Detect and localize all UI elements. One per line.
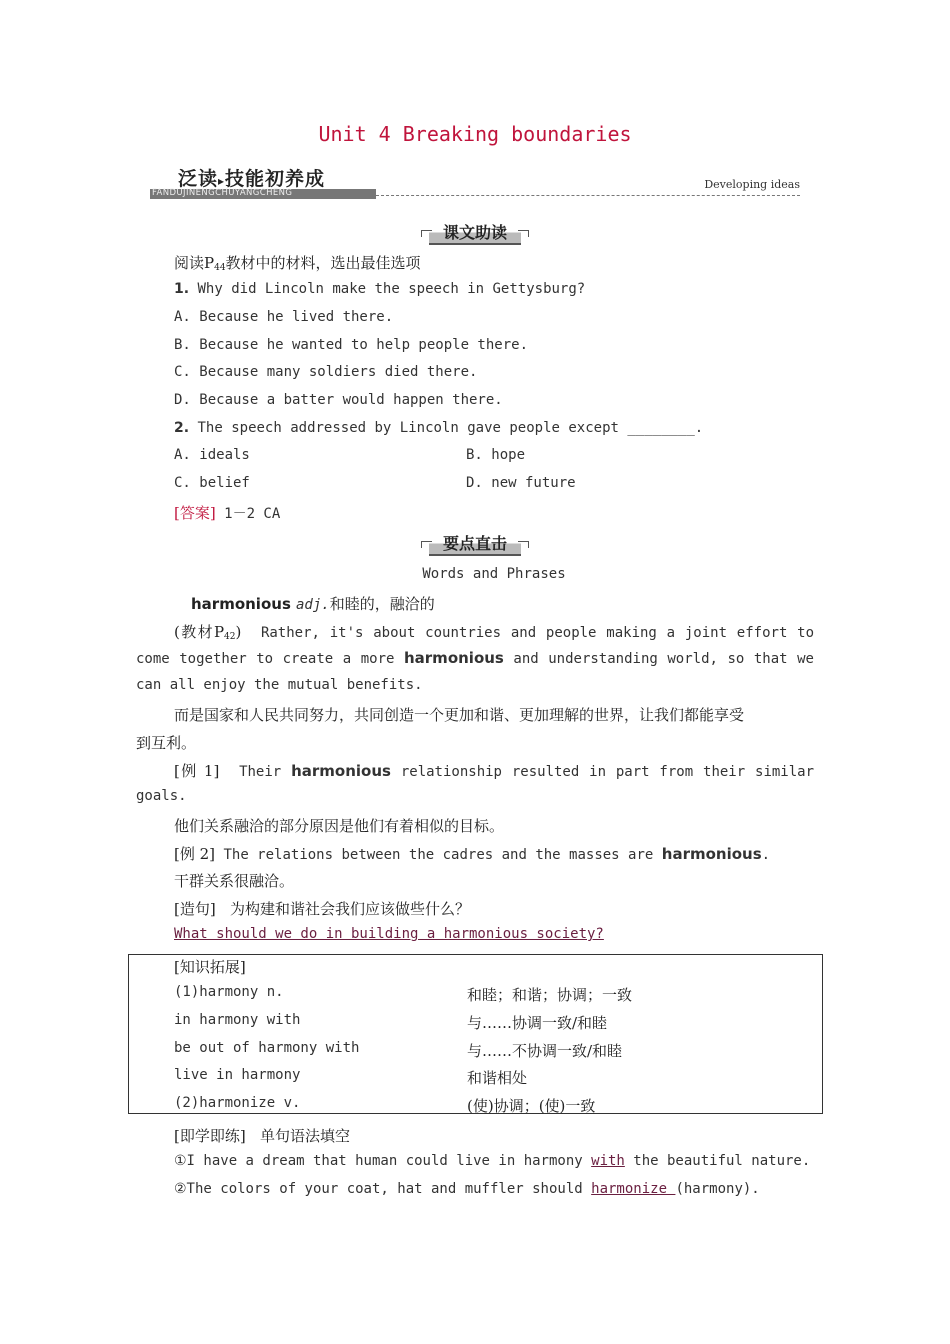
- box-row-5-en: (2)harmonize v.: [174, 1095, 301, 1111]
- textbook-translation-line2: 到互利。: [136, 734, 197, 752]
- knowledge-box-title: [知识拓展]: [174, 958, 246, 976]
- box-row-2-en: in harmony with: [174, 1012, 301, 1028]
- box-row-4-cn: 和谐相处: [467, 1069, 528, 1087]
- banner-arrow-icon: ▸: [218, 174, 226, 188]
- textbook-example-line1: (教材$P_{42}$) Rather, it's about countries and people making a joint effort to: [174, 623, 815, 642]
- instruction: 阅读$P_{44}$教材中的材料，选出最佳选项: [174, 254, 421, 273]
- q1-option-d: D. Because a batter would happen there.: [174, 392, 503, 408]
- q2-option-d: D. new future: [466, 475, 576, 491]
- knowledge-box: [128, 954, 823, 1114]
- box-row-2-cn: 与……协调一致/和睦: [467, 1014, 608, 1032]
- section-banner: [150, 162, 800, 202]
- box-row-3-en: be out of harmony with: [174, 1040, 360, 1056]
- example-1-line2: goals.: [136, 788, 187, 804]
- box-row-4-en: live in harmony: [174, 1067, 301, 1083]
- textbook-example-line3: can all enjoy the mutual benefits.: [136, 677, 423, 693]
- example-1-line1: [例 1] Their harmonious relationship resulted in part from their similar: [174, 762, 815, 780]
- word-entry: harmonious adj.和睦的，融洽的: [191, 595, 435, 613]
- make-sentence-answer: What should we do in building a harmonious society?: [174, 926, 604, 942]
- example-2-translation: 干群关系很融洽。: [174, 872, 295, 890]
- q1-option-b: B. Because he wanted to help people there.: [174, 337, 529, 353]
- question-2: 2. The speech addressed by Lincoln gave people except ________.: [174, 420, 704, 436]
- textbook-example-line2: come together to create a more harmonious and understanding world, so that we: [136, 649, 814, 667]
- q2-option-b: B. hope: [466, 447, 526, 463]
- banner-divider: [376, 195, 800, 196]
- q1-option-c: C. Because many soldiers died there.: [174, 364, 478, 380]
- section-tag-reading: 课文助读: [0, 220, 950, 245]
- banner-en: Developing ideas: [704, 178, 800, 191]
- banner-pinyin: FANDUJINENGCHUYANGCHENG: [152, 188, 293, 198]
- subtitle: Words and Phrases: [422, 566, 566, 582]
- box-row-5-cn: (使)协调；(使)一致: [467, 1097, 596, 1115]
- practice-sentence-2: ②The colors of your coat, hat and muffler should harmonize (harmony).: [174, 1181, 760, 1197]
- q2-option-a: A. ideals: [174, 447, 250, 463]
- section-tag-keypoints: 要点直击: [0, 531, 950, 556]
- banner-heading-sub: 技能初养成: [225, 168, 326, 190]
- example-2: [例 2] The relations between the cadres and the masses are harmonious.: [174, 845, 771, 863]
- make-sentence: [造句] 为构建和谐社会我们应该做些什么？: [174, 900, 471, 918]
- q2-option-c: C. belief: [174, 475, 250, 491]
- box-row-1-cn: 和睦；和谐；协调；一致: [467, 986, 633, 1004]
- example-1-translation: 他们关系融洽的部分原因是他们有着相似的目标。: [174, 817, 505, 835]
- box-row-3-cn: 与……不协调一致/和睦: [467, 1042, 623, 1060]
- banner-heading-main: 泛读: [178, 168, 219, 190]
- textbook-translation-line1: 而是国家和人民共同努力，共同创造一个更加和谐、更加理解的世界，让我们都能享受: [174, 706, 745, 724]
- box-row-1-en: (1)harmony n.: [174, 984, 284, 1000]
- answer-line: [答案] 1－2 CA: [174, 504, 281, 522]
- q1-option-a: A. Because he lived there.: [174, 309, 394, 325]
- banner-heading: [178, 164, 325, 191]
- question-1: 1. Why did Lincoln make the speech in Gettysburg?: [174, 281, 586, 297]
- page-title: Unit 4 Breaking boundaries: [318, 122, 632, 146]
- practice-heading: [即学即练] 单句语法填空: [174, 1127, 351, 1145]
- practice-sentence-1: ①I have a dream that human could live in harmony with the beautiful nature.: [174, 1153, 811, 1169]
